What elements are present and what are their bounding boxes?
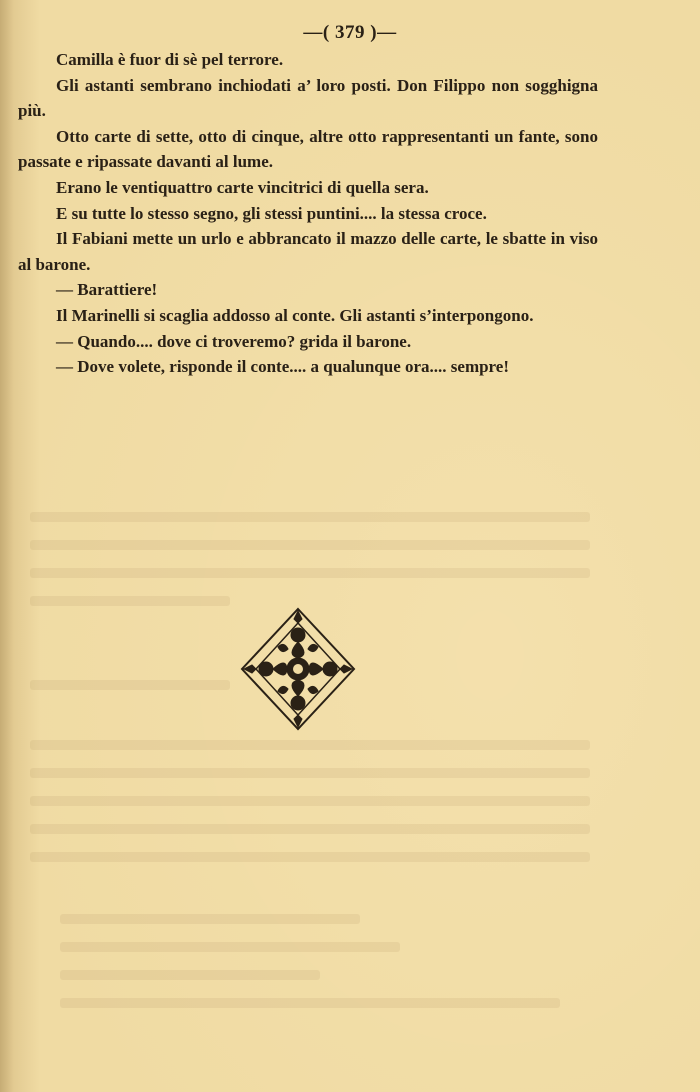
bleed-through-line: [30, 740, 590, 750]
paragraph: Camilla è fuor di sè pel terrore.: [56, 50, 284, 69]
paragraph: E su tutte lo stesso segno, gli stessi puntini.... la stessa croce.: [56, 203, 487, 223]
page-number: —( 379 )—: [303, 22, 397, 43]
bleed-through-line: [30, 796, 590, 806]
paragraph: — Quando.... dove ci troveremo? grida il barone.: [56, 331, 412, 351]
bleed-through-line: [30, 568, 590, 578]
body-text: [18, 47, 598, 380]
paragraph: — Dove volete, risponde il conte.... a qualunque ora.... sempre!: [56, 357, 510, 377]
paragraph: Gli astanti sembrano inchiodati a’ loro posti. Don Filippo non sogghigna più.: [18, 75, 598, 121]
paragraph: Il Fabiani mette un urlo e abbrancato il mazzo delle carte, le sbatte in viso al barone.: [18, 229, 598, 274]
paragraph: Erano le ventiquattro carte vincitrici di quella sera.: [56, 177, 429, 197]
bleed-through-line: [60, 970, 320, 980]
bleed-through-line: [30, 512, 590, 522]
bleed-through-line: [60, 914, 360, 924]
bleed-through-line: [30, 852, 590, 862]
paragraph: — Barattiere!: [56, 280, 158, 300]
bleed-through-line: [30, 680, 230, 690]
bleed-through-line: [30, 824, 590, 834]
floral-fleuron-ornament-icon: [238, 605, 358, 733]
bleed-through-line: [30, 768, 590, 778]
bleed-through-line: [60, 942, 400, 952]
bleed-through-line: [30, 540, 590, 550]
paragraph: Il Marinelli si scaglia addosso al conte. Gli astanti s’interpongono.: [56, 305, 534, 325]
paragraph: Otto carte di sette, otto di cinque, altre otto rappresentanti un fante, sono passate e ripassate davanti al lume.: [18, 126, 598, 172]
bleed-through-line: [30, 596, 230, 606]
bleed-through-line: [60, 998, 560, 1008]
